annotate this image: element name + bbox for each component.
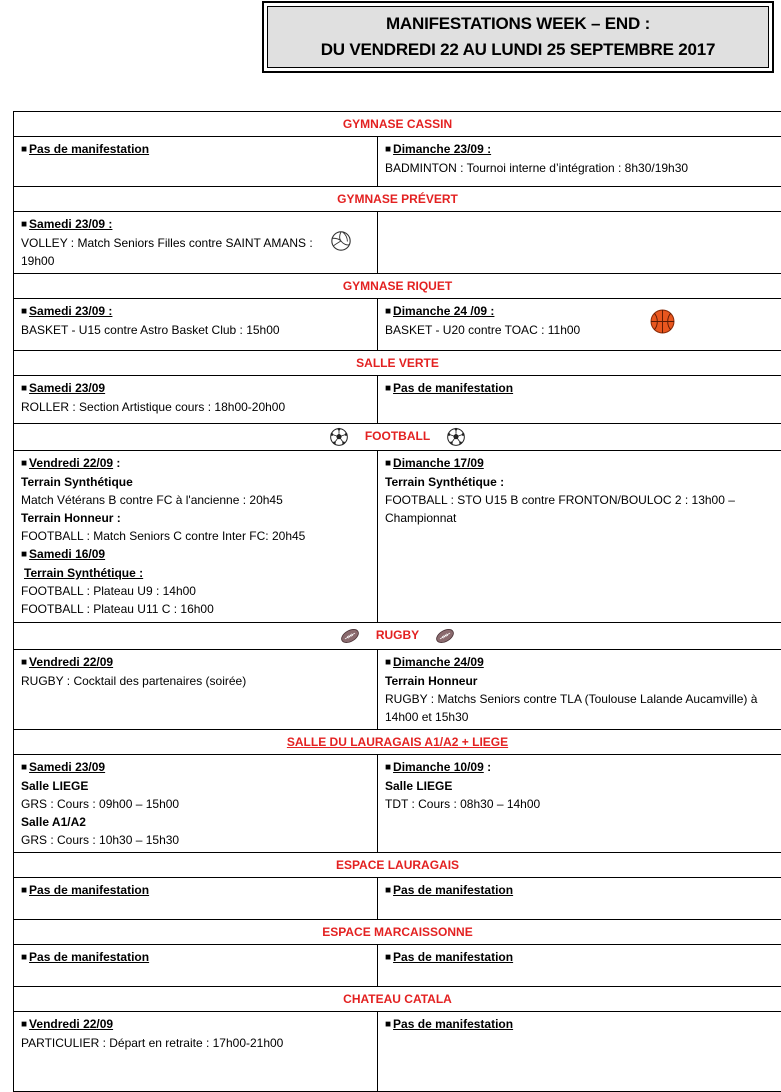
bullet-square-icon: ■ [385, 455, 391, 473]
left-event-cell [14, 878, 378, 920]
event-detail: FOOTBALL : Plateau U11 C : 16h00 [21, 600, 370, 618]
event-date [21, 215, 370, 234]
bullet-square-icon: ■ [21, 1016, 27, 1034]
section-title-cell [14, 623, 781, 650]
soccer-ball-icon [329, 427, 349, 447]
right-event-cell [378, 137, 781, 187]
section-content-row [14, 945, 781, 987]
event-date-label: Samedi 23/09 : [29, 217, 112, 231]
event-date-suffix: : [113, 456, 120, 470]
events-body [14, 112, 781, 1092]
events-table [13, 111, 781, 1092]
section-content-row [14, 1012, 781, 1092]
bullet-square-icon: ■ [21, 216, 27, 234]
event-date-label: Pas de manifestation [393, 1017, 513, 1031]
right-event-cell [378, 212, 781, 274]
section-content-row [14, 299, 781, 351]
event-date-label: Vendredi 22/09 [29, 456, 113, 470]
left-event-cell [14, 376, 378, 424]
section-content-row [14, 212, 781, 274]
section-header-row [14, 274, 781, 299]
rugby-ball-icon [340, 626, 360, 646]
event-date [385, 454, 774, 473]
event-date [21, 653, 370, 672]
section-content-row [14, 878, 781, 920]
right-event-cell [378, 945, 781, 987]
event-detail: RUGBY : Cocktail des partenaires (soirée) [21, 672, 370, 690]
event-detail: 19h00 [21, 252, 370, 270]
section-title-cell [14, 351, 781, 376]
event-date-label: Dimanche 17/09 [393, 456, 484, 470]
event-date-label: Dimanche 23/09 : [393, 142, 491, 156]
section-title: SALLE VERTE [356, 356, 439, 370]
event-detail: Match Vétérans B contre FC à l'ancienne : 20h45 [21, 491, 370, 509]
section-content-row [14, 755, 781, 853]
right-event-cell [378, 650, 781, 730]
event-detail: TDT : Cours : 08h30 – 14h00 [385, 795, 774, 813]
event-date [385, 379, 774, 398]
right-event-cell [378, 451, 781, 623]
bullet-square-icon: ■ [21, 455, 27, 473]
bullet-square-icon: ■ [21, 141, 27, 159]
event-date [21, 758, 370, 777]
section-title-cell [14, 274, 781, 299]
bullet-square-icon: ■ [385, 759, 391, 777]
bullet-square-icon: ■ [21, 654, 27, 672]
event-date-label: Vendredi 22/09 [29, 655, 113, 669]
event-detail: ROLLER : Section Artistique cours : 18h00-20h00 [21, 398, 370, 416]
volleyball-icon [330, 230, 352, 252]
event-detail: FOOTBALL : Plateau U9 : 14h00 [21, 582, 370, 600]
event-date-label: Pas de manifestation [393, 950, 513, 964]
bullet-square-icon: ■ [21, 380, 27, 398]
event-detail: VOLLEY : Match Seniors Filles contre SAINT AMANS : [21, 234, 370, 252]
event-detail: GRS : Cours : 10h30 – 15h30 [21, 831, 370, 849]
venue-label: Salle LIEGE [385, 777, 774, 795]
event-date-label: Pas de manifestation [29, 950, 149, 964]
section-header-row [14, 112, 781, 137]
event-date [385, 1015, 774, 1034]
event-detail: RUGBY : Matchs Seniors contre TLA (Toulouse Lalande Aucamville) à 14h00 et 15h30 [385, 690, 774, 726]
right-event-cell [378, 1012, 781, 1092]
section-title: RUGBY [376, 628, 419, 642]
event-date [385, 140, 774, 159]
left-event-cell [14, 137, 378, 187]
right-event-cell [378, 299, 781, 351]
event-date-label: Pas de manifestation [29, 883, 149, 897]
event-detail: PARTICULIER : Départ en retraite : 17h00-21h00 [21, 1034, 370, 1052]
bullet-square-icon: ■ [385, 654, 391, 672]
bullet-square-icon: ■ [21, 303, 27, 321]
event-date [21, 881, 370, 900]
section-title-cell [14, 987, 781, 1012]
section-title: CHATEAU CATALA [343, 992, 452, 1006]
venue-label: Salle A1/A2 [21, 813, 370, 831]
event-date-label: Samedi 23/09 [29, 381, 105, 395]
section-header-row [14, 853, 781, 878]
section-content-row [14, 650, 781, 730]
event-date [21, 545, 370, 564]
bullet-square-icon: ■ [21, 759, 27, 777]
event-date-label: Pas de manifestation [393, 883, 513, 897]
event-date-label: Pas de manifestation [393, 381, 513, 395]
section-title: SALLE DU LAURAGAIS A1/A2 + LIEGE [287, 735, 508, 749]
event-detail: BADMINTON : Tournoi interne d’intégration : 8h30/19h30 [385, 159, 774, 177]
left-event-cell [14, 755, 378, 853]
event-date [385, 653, 774, 672]
section-header-row [14, 424, 781, 451]
event-date [385, 302, 774, 321]
basketball-icon [650, 309, 675, 334]
left-event-cell [14, 299, 378, 351]
bullet-square-icon: ■ [385, 882, 391, 900]
section-title-cell [14, 920, 781, 945]
event-date [21, 454, 370, 473]
section-header-row [14, 920, 781, 945]
venue-label: Terrain Synthétique : [385, 473, 774, 491]
event-date-label: Samedi 23/09 [29, 760, 105, 774]
event-date [21, 302, 370, 321]
venue-label: Terrain Synthétique : [21, 564, 370, 582]
bullet-square-icon: ■ [385, 949, 391, 967]
left-event-cell [14, 945, 378, 987]
bullet-square-icon: ■ [21, 546, 27, 564]
bullet-square-icon: ■ [21, 949, 27, 967]
event-date [21, 379, 370, 398]
event-detail: FOOTBALL : Match Seniors C contre Inter FC: 20h45 [21, 527, 370, 545]
event-detail: BASKET - U20 contre TOAC : 11h00 [385, 321, 774, 339]
page-title-box [262, 1, 774, 73]
soccer-ball-icon [446, 427, 466, 447]
bullet-square-icon: ■ [21, 882, 27, 900]
section-title-cell [14, 853, 781, 878]
section-title-cell [14, 112, 781, 137]
page-title-inner [267, 6, 769, 68]
right-event-cell [378, 878, 781, 920]
left-event-cell [14, 650, 378, 730]
event-date-label: Vendredi 22/09 [29, 1017, 113, 1031]
section-title-cell [14, 424, 781, 451]
section-title-cell [14, 187, 781, 212]
venue-label: Terrain Synthétique [21, 473, 370, 491]
left-event-cell [14, 451, 378, 623]
event-date [385, 948, 774, 967]
venue-label: Salle LIEGE [21, 777, 370, 795]
left-event-cell [14, 212, 378, 274]
event-date-label: Dimanche 10/09 [393, 760, 484, 774]
event-date-label: Pas de manifestation [29, 142, 149, 156]
section-title: GYMNASE PRÉVERT [337, 192, 458, 206]
event-detail: BASKET - U15 contre Astro Basket Club : 15h00 [21, 321, 370, 339]
left-event-cell [14, 1012, 378, 1092]
section-content-row [14, 376, 781, 424]
event-detail: GRS : Cours : 09h00 – 15h00 [21, 795, 370, 813]
event-date-label: Samedi 23/09 : [29, 304, 112, 318]
venue-label: Terrain Honneur [385, 672, 774, 690]
event-date-label: Dimanche 24 /09 : [393, 304, 494, 318]
event-date [21, 1015, 370, 1034]
right-event-cell [378, 376, 781, 424]
section-title: ESPACE MARCAISSONNE [322, 925, 472, 939]
section-header-row [14, 730, 781, 755]
event-date [21, 948, 370, 967]
section-title: ESPACE LAURAGAIS [336, 858, 459, 872]
event-date [21, 140, 370, 159]
rugby-ball-icon [435, 626, 455, 646]
bullet-square-icon: ■ [385, 303, 391, 321]
section-title: GYMNASE CASSIN [343, 117, 452, 131]
section-content-row [14, 137, 781, 187]
section-header-row [14, 623, 781, 650]
bullet-square-icon: ■ [385, 380, 391, 398]
section-title: FOOTBALL [365, 429, 430, 443]
venue-label: Terrain Honneur : [21, 509, 370, 527]
event-date-label: Dimanche 24/09 [393, 655, 484, 669]
section-title: GYMNASE RIQUET [343, 279, 452, 293]
event-date [385, 881, 774, 900]
section-header-row [14, 187, 781, 212]
section-header-row [14, 987, 781, 1012]
event-date [385, 758, 774, 777]
section-content-row [14, 451, 781, 623]
right-event-cell [378, 755, 781, 853]
page-title-line-2: DU VENDREDI 22 AU LUNDI 25 SEPTEMBRE 2017 [321, 37, 716, 63]
section-header-row [14, 351, 781, 376]
event-date-suffix: : [484, 760, 491, 774]
bullet-square-icon: ■ [385, 141, 391, 159]
event-date-label: Samedi 16/09 [29, 547, 105, 561]
event-detail: FOOTBALL : STO U15 B contre FRONTON/BOULOC 2 : 13h00 – Championnat [385, 491, 774, 527]
bullet-square-icon: ■ [385, 1016, 391, 1034]
section-title-cell [14, 730, 781, 755]
page-title-line-1: MANIFESTATIONS WEEK – END : [386, 11, 650, 37]
